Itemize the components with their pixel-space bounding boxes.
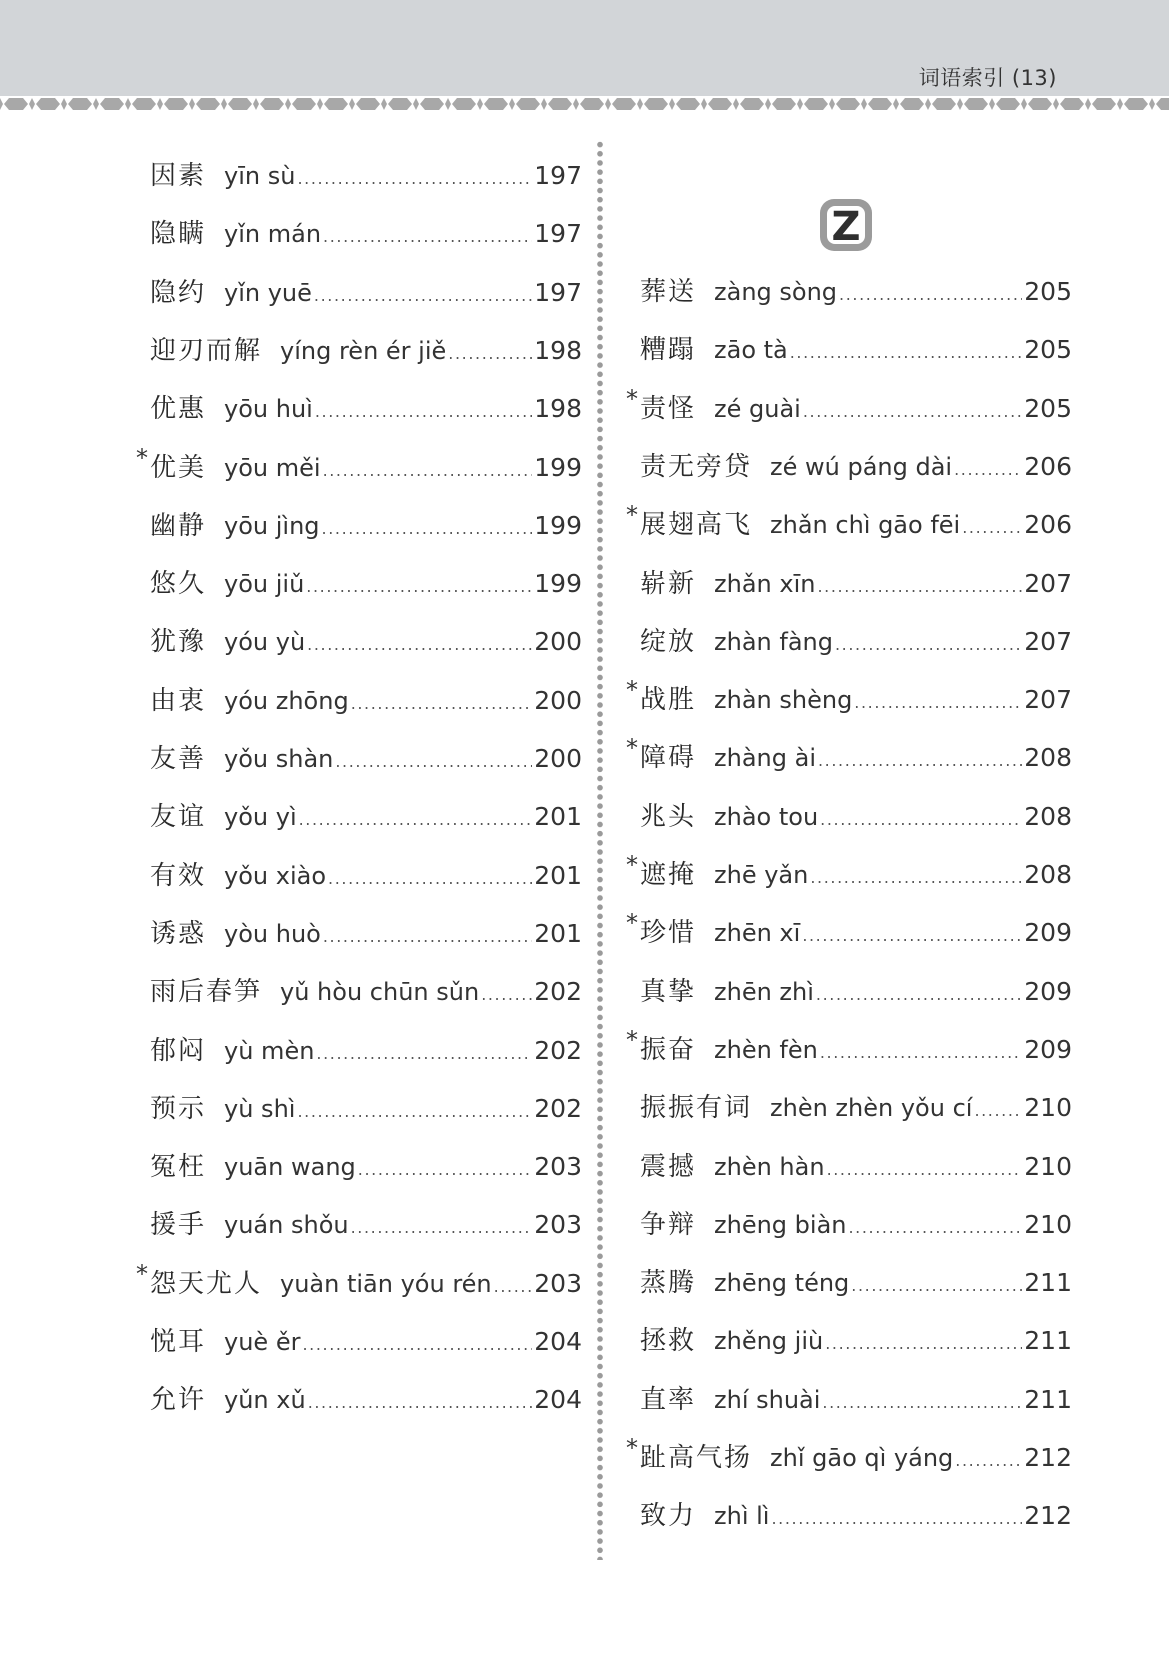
entry-pinyin: zhēng téng [714,1269,850,1298]
entry-word: 振奋 [640,1034,697,1065]
dot-leader [771,1499,1022,1539]
dot-leader [835,625,1022,665]
index-entry [120,389,582,429]
svg-text:Z: Z [831,204,861,250]
entry-word: 崭新 [640,568,697,599]
dot-leader [839,275,1022,315]
index-entry [610,501,1072,545]
index-entry [610,564,1072,604]
entry-word: 珍惜 [640,918,697,949]
entry-pinyin: zhì lì [714,1502,770,1531]
index-entry [610,1205,1072,1245]
entry-page-number: 206 [1024,451,1072,481]
entry-pinyin: zhěng jiù [714,1327,824,1356]
entry-pinyin: zhēn xī [714,919,801,948]
column-divider [596,140,604,1560]
index-entry [610,330,1072,370]
entry-page-number: 206 [1024,510,1072,540]
index-entry [610,384,1072,429]
dot-leader [854,683,1022,723]
dot-leader [323,917,532,957]
entry-page-number: 201 [534,918,582,948]
entry-page-number: 210 [1024,1151,1072,1181]
dot-leader [297,159,532,199]
entry-word: 悠久 [150,569,207,600]
entry-pinyin: yǒu yì [224,803,297,832]
letter-z-icon [817,196,875,254]
dot-leader [323,451,533,491]
index-entry [120,856,582,896]
entry-pinyin: zàng sòng [714,278,838,306]
entry-word: 争辩 [640,1209,697,1240]
entry-page-number: 209 [1024,918,1072,948]
entry-page-number: 208 [1024,860,1072,889]
dot-leader [974,1091,1022,1131]
page-header [0,0,1169,96]
entry-pinyin: zhàn fàng [714,627,833,656]
entry-word: 隐约 [150,277,207,308]
entry-page-number: 211 [1024,1384,1072,1414]
entry-pinyin: yǐn mán [224,220,322,249]
dot-leader [481,975,532,1015]
entry-pinyin: zhēn zhì [714,977,814,1006]
index-entry [120,156,582,196]
entry-pinyin: zhǎn xīn [714,569,816,598]
entry-pinyin: yuán shǒu [224,1211,349,1240]
entry-pinyin: zhào tou [714,802,819,831]
entry-page-number: 199 [534,569,582,599]
dot-leader [315,392,532,432]
entry-word: 诱惑 [150,918,207,949]
index-entry [120,1205,582,1245]
entry-page-number: 197 [534,219,582,249]
entry-page-number: 208 [1024,743,1072,773]
entry-word: 葬送 [640,277,697,307]
asterisk-marker-icon: * [626,1025,638,1054]
entry-pinyin: zhēng biàn [714,1210,847,1239]
index-entry [610,1025,1072,1070]
dot-leader [328,859,532,899]
entry-word: 障碍 [640,743,697,774]
entry-word: 由衷 [150,685,207,716]
index-entry [120,914,582,954]
entry-word: 怨天尤人 [150,1268,263,1299]
entry-word: 冤枉 [150,1152,207,1183]
asterisk-marker-icon: * [626,909,638,938]
index-entry [610,1147,1072,1187]
dot-leader [299,800,533,840]
entry-pinyin: yóu yù [224,628,306,657]
entry-pinyin: zhèn zhèn yǒu cí [770,1094,973,1123]
entry-pinyin: yuè ěr [224,1328,301,1356]
asterisk-marker-icon: * [626,1434,638,1462]
dot-leader [851,1266,1022,1306]
index-entry [610,1434,1072,1478]
entry-word: 蒸腾 [640,1268,697,1299]
entry-word: 兆头 [640,801,697,832]
entry-page-number: 197 [534,277,582,307]
entry-word: 震撼 [640,1151,697,1182]
index-entry [610,1088,1072,1128]
entry-page-number: 204 [534,1327,582,1356]
entry-pinyin: zhē yǎn [714,861,809,889]
dot-leader [827,1150,1023,1190]
asterisk-marker-icon: * [136,443,148,472]
entry-page-number: 202 [534,1093,582,1123]
entry-pinyin: zhàn shèng [714,686,853,715]
entry-word: 优惠 [150,394,207,425]
entry-pinyin: yōu jiǔ [224,570,305,599]
dot-leader [817,567,1022,607]
entry-page-number: 200 [534,685,582,715]
entry-word: 振振有词 [640,1093,753,1124]
entry-page-number: 200 [534,744,582,773]
entry-page-number: 205 [1024,277,1072,306]
asterisk-marker-icon: * [626,734,638,763]
entry-page-number: 208 [1024,801,1072,831]
entry-word: 遮掩 [640,860,697,890]
entry-word: 悦耳 [150,1327,207,1357]
entry-word: 战胜 [640,685,697,716]
entry-page-number: 207 [1024,685,1072,715]
entry-pinyin: yuān wang [224,1153,356,1182]
index-entry [610,909,1072,953]
entry-page-number: 201 [534,860,582,890]
dot-leader [314,276,532,316]
entry-word: 优美 [150,452,207,483]
entry-page-number: 199 [534,510,582,540]
entry-pinyin: zhǎn chì gāo fēi [770,511,961,540]
index-entry [120,331,582,371]
entry-page-number: 198 [534,335,582,365]
dot-leader [316,1034,532,1074]
entry-word: 绽放 [640,626,697,657]
asterisk-marker-icon: * [626,851,638,879]
entry-word: 允许 [150,1385,207,1416]
entry-word: 拯救 [640,1326,697,1357]
entry-pinyin: yǒu shàn [224,745,334,773]
dot-leader [803,392,1022,432]
index-entry [610,734,1072,778]
index-entry [120,1322,582,1362]
index-entry [610,622,1072,662]
entry-word: 雨后春笋 [150,977,263,1008]
entry-page-number: 209 [1024,976,1072,1006]
entry-pinyin: yǔ hòu chūn sǔn [280,978,480,1007]
dot-leader [954,450,1022,490]
entry-pinyin: yuàn tiān yóu rén [280,1269,492,1298]
entry-word: 预示 [150,1093,207,1124]
entry-pinyin: yíng rèn ér jiě [280,336,447,365]
dot-leader [816,975,1022,1015]
entry-page-number: 199 [534,452,582,482]
entry-word: 因素 [150,161,207,191]
entry-page-number: 205 [1024,393,1072,423]
entry-word: 责无旁贷 [640,451,753,482]
entry-pinyin: zāo tà [714,336,788,365]
decorative-border [0,96,1169,112]
dot-leader [302,1325,532,1365]
entry-page-number: 209 [1024,1034,1072,1064]
entry-pinyin: yù shì [224,1094,296,1123]
entry-pinyin: yōu huì [224,395,313,424]
asterisk-marker-icon: * [626,501,638,530]
entry-page-number: 212 [1024,1501,1072,1531]
entry-page-number: 210 [1024,1209,1072,1239]
entry-pinyin: yǔn xǔ [224,1386,306,1415]
dot-leader [848,1208,1022,1248]
index-entry [120,273,582,313]
entry-pinyin: yòu huò [224,919,321,948]
index-entry [120,681,582,721]
index-entry [610,1380,1072,1420]
entry-page-number: 204 [534,1385,582,1415]
entry-word: 致力 [640,1501,697,1532]
entry-word: 友善 [150,744,207,774]
dot-leader [308,1383,533,1423]
entry-page-number: 205 [1024,335,1072,365]
asterisk-marker-icon: * [626,384,638,413]
asterisk-marker-icon: * [136,1259,148,1288]
index-entry [610,851,1072,895]
dot-leader [822,1383,1022,1423]
entry-page-number: 207 [1024,626,1072,656]
entry-word: 真挚 [640,976,697,1007]
dot-leader [323,217,532,257]
entry-page-number: 211 [1024,1326,1072,1356]
index-entry [120,622,582,662]
entry-word: 趾高气扬 [640,1443,753,1473]
dot-leader [825,1324,1022,1364]
dot-leader [322,509,533,549]
index-entry [610,1496,1072,1536]
page-title: 词语索引 (13) [918,66,1057,90]
entry-pinyin: yōu jìng [224,511,320,540]
entry-page-number: 202 [534,977,582,1007]
entry-page-number: 212 [1024,1443,1072,1472]
entry-pinyin: yǐn yuē [224,278,312,307]
entry-pinyin: zhèn fèn [714,1035,818,1064]
index-entry [610,676,1072,720]
entry-page-number: 198 [534,394,582,424]
dot-leader [351,1208,533,1248]
index-entry [120,1380,582,1420]
entry-word: 直率 [640,1384,697,1415]
dot-leader [818,741,1022,781]
dot-leader [335,742,532,782]
index-entry [120,506,582,546]
index-entry [610,1321,1072,1361]
entry-page-number: 202 [534,1035,582,1065]
index-entry [120,1089,582,1129]
dot-leader [297,1092,532,1132]
dot-leader [306,567,532,607]
index-entry [120,1259,582,1304]
index-entry [610,447,1072,487]
entry-word: 郁闷 [150,1035,207,1066]
index-entry [120,1147,582,1187]
entry-word: 隐瞒 [150,219,207,250]
entry-word: 责怪 [640,393,697,424]
dot-leader [802,916,1022,956]
dot-leader [820,1033,1022,1073]
entry-pinyin: yīn sù [224,162,296,190]
entry-pinyin: yóu zhōng [224,686,349,715]
entry-word: 有效 [150,860,207,891]
entry-page-number: 200 [534,627,582,657]
entry-page-number: 197 [534,161,582,190]
index-entry [610,972,1072,1012]
dot-leader [494,1267,533,1307]
index-entry [120,443,582,488]
entry-page-number: 203 [534,1268,582,1298]
entry-pinyin: yù mèn [224,1036,315,1065]
index-entry [120,797,582,837]
index-entry [610,1263,1072,1303]
entry-word: 友谊 [150,802,207,833]
entry-word: 糟蹋 [640,335,697,366]
entry-word: 展翅高飞 [640,510,753,541]
entry-pinyin: zhǐ gāo qì yáng [770,1444,954,1472]
index-entry [120,1031,582,1071]
entry-pinyin: yǒu xiào [224,861,327,890]
entry-pinyin: yōu měi [224,453,321,482]
entry-page-number: 207 [1024,568,1072,598]
entry-pinyin: zé guài [714,394,801,423]
asterisk-marker-icon: * [626,676,638,705]
entry-pinyin: zhèn hàn [714,1152,825,1181]
entry-page-number: 203 [534,1210,582,1240]
entry-pinyin: zé wú páng dài [770,452,953,481]
entry-page-number: 210 [1024,1093,1072,1123]
index-entry [120,214,582,254]
index-entry [120,972,582,1012]
dot-leader [820,800,1022,840]
entry-word: 迎刃而解 [150,335,263,366]
index-entry [610,797,1072,837]
dot-leader [358,1150,533,1190]
entry-page-number: 211 [1024,1268,1072,1298]
dot-leader [962,508,1022,548]
entry-word: 犹豫 [150,627,207,658]
dot-leader [351,684,533,724]
section-letter-badge [817,196,875,254]
dot-leader [810,858,1022,898]
entry-page-number: 203 [534,1152,582,1182]
dot-leader [790,333,1023,373]
entry-word: 援手 [150,1210,207,1241]
dot-leader [448,334,532,374]
entry-word: 幽静 [150,510,207,541]
index-entry [610,272,1072,312]
entry-pinyin: zhí shuài [714,1385,821,1414]
entry-pinyin: zhàng ài [714,744,816,773]
index-entry [120,739,582,779]
index-entry [120,564,582,604]
dot-leader [307,625,532,665]
entry-page-number: 201 [534,802,582,832]
dot-leader [955,1441,1022,1481]
